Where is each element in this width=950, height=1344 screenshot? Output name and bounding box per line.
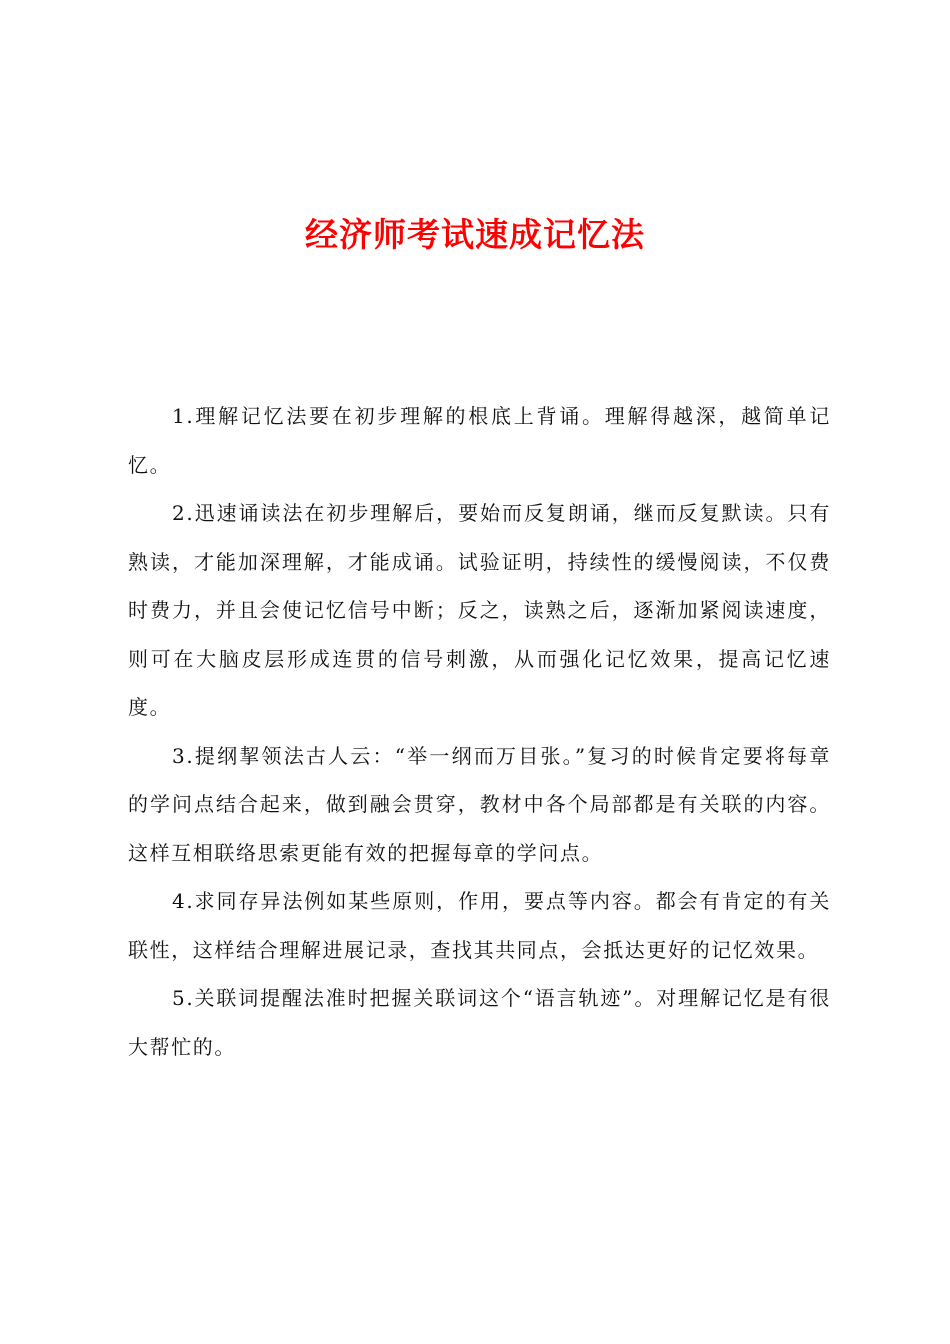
paragraph-4: 4.求同存异法例如某些原则，作用，要点等内容。都会有肯定的有关联性，这样结合理解进展记录，查找其共同点，会抵达更好的记忆效果。 <box>128 889 831 962</box>
document-title: 经济师考试速成记忆法 <box>305 215 645 254</box>
paragraph-3: 3.提纲挈领法古人云：“举一纲而万目张。”复习的时候肯定要将每章的学问点结合起来，做到融会贯穿，教材中各个局部都是有关联的内容。这样互相联络思索更能有效的把握每章的学问点。 <box>128 743 831 865</box>
paragraph-2: 2.迅速诵读法在初步理解后，要始而反复朗诵，继而反复默读。只有熟读，才能加深理解，才能成诵。试验证明，持续性的缓慢阅读，不仅费时费力，并且会使记忆信号中断；反之，读熟之后，逐渐加紧阅读速度，则可在大脑皮层形成连贯的信号刺激，从而强化记忆效果，提高记忆速度。 <box>128 501 831 719</box>
paragraph-1: 1.理解记忆法要在初步理解的根底上背诵。理解得越深，越简单记忆。 <box>128 404 831 477</box>
document-body <box>128 392 831 1071</box>
paragraph-5: 5.关联词提醒法准时把握关联词这个“语言轨迹”。对理解记忆是有很大帮忙的。 <box>128 986 831 1059</box>
